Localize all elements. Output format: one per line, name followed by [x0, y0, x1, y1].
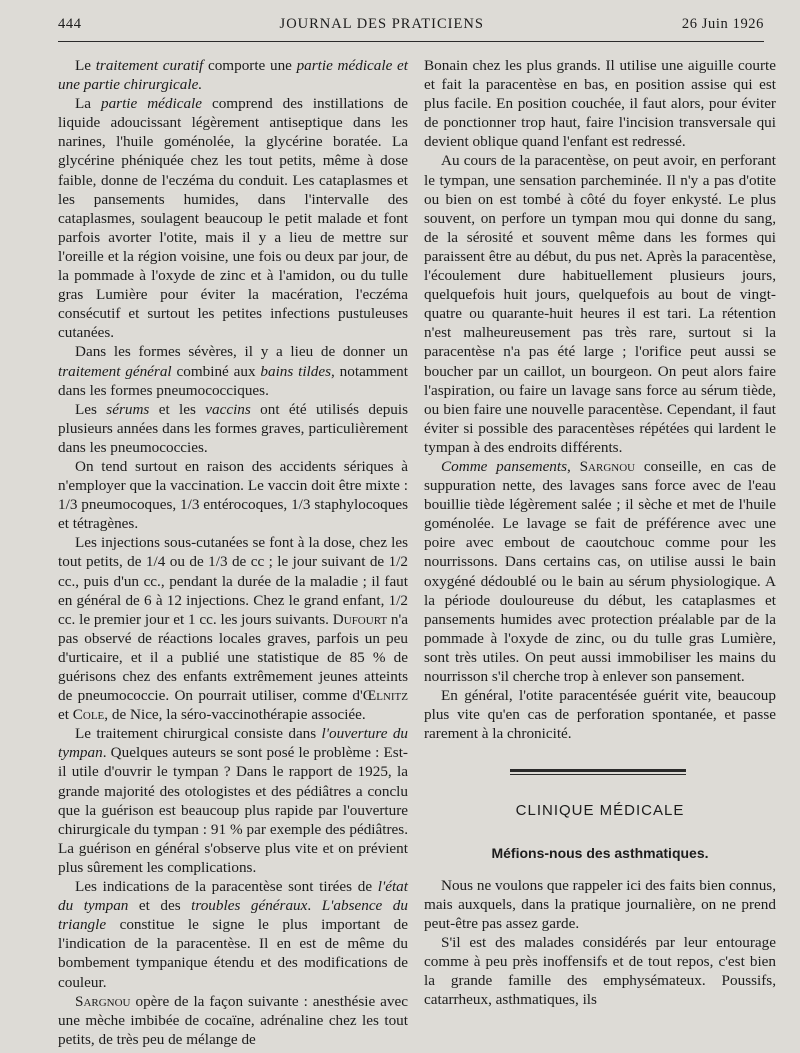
section-divider: [510, 769, 686, 775]
paragraph: S'il est des malades considérés par leur entourage comme à peu près inoffensifs et de tout repos, c'est bien la grande famille des emphysémateux. Poussifs, catarrheux, asthmatiques, ils: [424, 933, 776, 1009]
journal-title: JOURNAL DES PRATICIENS: [279, 16, 484, 32]
paragraph: Nous ne voulons que rappeler ici des faits bien connus, mais auxquels, dans la pratique journalière, on ne prend peut-être pas assez garde.: [424, 876, 776, 932]
paragraph: Le traitement chirurgical consiste dans l'ouverture du tympan. Quelques auteurs se sont posé le problème : Est-il utile d'ouvrir le tympan ? Dans le rapport de 1925, la grande majorité des otologistes et des pédiâtres a conclu que la guérison est beaucoup plus rapide par l'ouverture chirurgicale du tympan : 91 % par exemple des pédiâtres. La guérison en général s'observe plus vite et on prévient plus sûrement les complications.: [58, 725, 409, 876]
paragraph: Sargnou opère de la façon suivante : anesthésie avec une mèche imbibée de cocaïne, adrénaline chez les tout petits, de très peu de mélange de: [58, 992, 408, 1048]
page-number: 444: [58, 16, 82, 32]
header-rule: [58, 41, 764, 42]
paragraph: La partie médicale comprend des instillations de liquide adoucissant légèrement antiseptique dans les narines, l'huile goménolée, la glycérine boratée. La glycérine phéniquée chez les tout petits, même à dose faible, donne de l'eczéma du conduit. Les cataplasmes et les pansements humides, dans l'intervalle des cataplasmes, soulagent beaucoup le petit malade et font parfois avorter l'otite, mais il y a lieu de mettre sur l'oreille et la région voisine, une fois ou deux par jour, de la pommade à l'oxyde de zinc et à l'amidon, ou du tulle gras Lumière pour éviter la macération, l'eczéma consécutif et surtout les petites infections pustuleuses cutanées.: [58, 95, 408, 342]
issue-date: 26 Juin 1926: [681, 16, 764, 32]
section-title: CLINIQUE MÉDICALE: [515, 802, 685, 820]
running-header: [58, 16, 764, 40]
paragraph: Comme pansements, Sargnou conseille, en cas de suppuration nette, des lavages sans force avec de l'eau bouillie tiède légèrement salée ; il sèche et met de l'huile goménolée. Le lavage se fait de préférence avec une poire avec embout de caoutchouc comme pour les nourrissons. Dans certains cas, on utilise aussi le bain oxygéné dédoublé ou le bain au sérum physiologique. A la période douloureuse du début, les cataplasmes et pansements humides avec protection préalable par de la pommade à l'oxyde de zinc, ou du tulle gras Lumière, sont très utiles. On peut aussi immobiliser les mains du nourrisson s'il cherche trop à enlever son pansement.: [424, 457, 776, 685]
paragraph: En général, l'otite paracentésée guérit vite, beaucoup plus vite qu'en cas de perforation spontanée, et passe rarement à la chronicité.: [424, 687, 776, 743]
paragraph: On tend surtout en raison des accidents sériques à n'employer que la vaccination. Le vaccin doit être mixte : 1/3 pneumocoques, 1/3 entérocoques, 1/3 staphylocoques et tétragènes.: [58, 457, 408, 533]
paragraph: Le traitement curatif comporte une partie médicale et une partie chirurgicale.: [58, 57, 408, 94]
left-column: [58, 56, 408, 1049]
article-title: Méfions-nous des asthmatiques.: [491, 845, 709, 862]
right-column: [424, 56, 776, 1009]
paragraph: Bonain chez les plus grands. Il utilise une aiguille courte et fait la paracentèse en bas, en position assise qui est plus facile. En position couchée, il faut alors, pour éviter de ponctionner trop haut, faire l'incision transversale qui devient oblique quand l'enfant est redressé.: [424, 57, 776, 151]
paragraph: Les injections sous-cutanées se font à la dose, chez les tout petits, de 1/4 ou de 1/3 de cc ; le jour suivant de 1/2 cc., puis d'un cc., pendant la durée de la maladie ; il faut en général de 6 à 12 injections. Chez le grand enfant, 1/2 cc. le premier jour et 1 cc. les jours suivants. Dufourt n'a pas observé de réactions locales graves, parfois un peu d'urticaire, et il a publié une statistique de 85 % de guérisons chez des enfants extrêmement jeunes atteints de pneumococcie. On pourrait utiliser, comme d'Œlnitz et Cole, de Nice, la séro-vaccinothérapie associée.: [58, 534, 408, 724]
paragraph: Les sérums et les vaccins ont été utilisés depuis plusieurs années dans les formes graves, particulièrement dans les pneumococcies.: [58, 400, 409, 456]
paragraph: Dans les formes sévères, il y a lieu de donner un traitement général combiné aux bains tildes, notamment dans les formes pneumococciques.: [58, 343, 408, 399]
paragraph: Les indications de la paracentèse sont tirées de l'état du tympan et des troubles généraux. L'absence du triangle constitue le signe le plus important de l'indication de la paracentèse. Il en est de même du bombement tympanique étendu et des modifications de couleur.: [58, 878, 408, 991]
paragraph: Au cours de la paracentèse, on peut avoir, en perforant le tympan, une sensation parcheminée. Il n'y a pas d'otite ou bien on est tombé à côté du foyer enkysté. Le plus souvent, on perfore un tympan mou qui donne du sang, de la sérosité et souvent même dans les formes qui paraissent être au début, du pus net. Après la paracentèse, l'écoulement dure habituellement plusieurs jours, quelquefois huit jours, quelquefois au bout de vingt-quatre ou quarante-huit heures il est tari. La rétention n'est malheureusement pas très rare, surtout si la paracentèse n'a pas été large ; l'orifice peut aussi se boucher par un caillot, un bourgeon. On peut alors faire l'aspiration, ou faire un lavage sans force au sérum tiède, ou bien faire une nouvelle paracentèse. Cependant, il faut éviter si possible des paracentèses répétées qui lardent le tympan à des endroits différents.: [424, 152, 776, 456]
